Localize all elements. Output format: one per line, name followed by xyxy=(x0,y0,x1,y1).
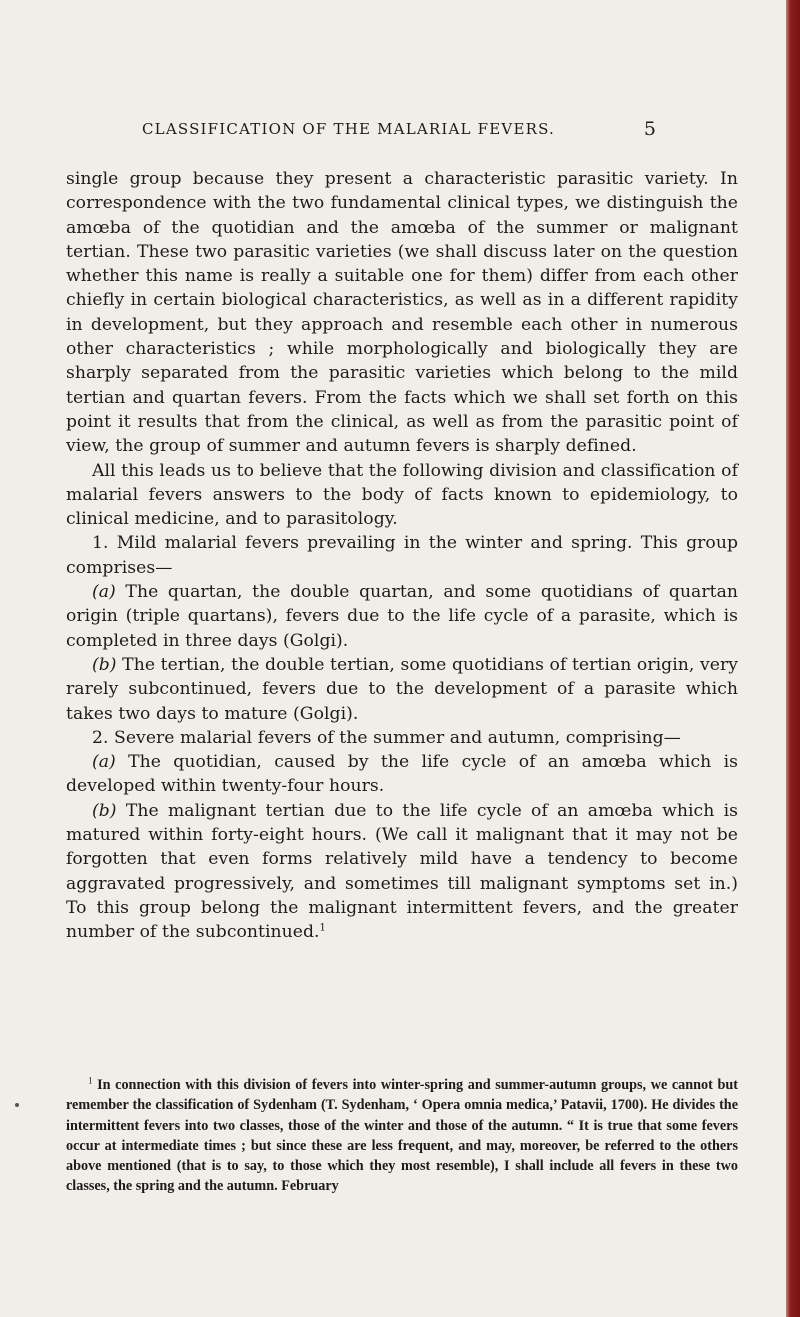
footnote xyxy=(66,1075,738,1197)
paragraph: (b) The tertian, the double tertian, some quotidians of tertian origin, very rarely subcontinued, fevers due to the development of a parasite which takes two days to mature (Golgi). xyxy=(66,654,738,724)
body-text xyxy=(66,167,738,945)
paragraph: (b) The malignant tertian due to the life cycle of an amœba which is matured within forty-eight hours. (We call it malignant that it may not be forgotten that even forms relatively mild have a tendency to become aggravated progressively, and sometimes till malignant symptoms set in.) To this group belong the malignant intermittent fevers, and the greater number of the subcontinued.$^1$ xyxy=(66,800,738,943)
paragraph: 1. Mild malarial fevers prevailing in the winter and spring. This group comprises— xyxy=(66,533,738,578)
paragraph: (a) The quartan, the double quartan, and some quotidians of quartan origin (triple quartans), fevers due to the life cycle of a parasite, which is completed in three days (Golgi). xyxy=(66,582,738,651)
footnote-reference: 1 xyxy=(319,922,326,934)
paragraph: All this leads us to believe that the following division and classification of malarial fevers answers to the body of facts known to epidemiology, to clinical medicine, and to parasitology. xyxy=(66,460,738,530)
print-speck xyxy=(15,1103,19,1107)
running-title: CLASSIFICATION OF THE MALARIAL FEVERS. xyxy=(142,120,556,138)
paragraph: single group because they present a characteristic parasitic variety. In correspondence with the two fundamental clinical types, we distinguish the amœba of the quotidian and the amœba of the summer or malignant tertian. These two parasitic varieties (we shall discuss later on the question whether this name is really a suitable one for them) differ from each other chiefly in certain biological characteristics, as well as in a different rapidity in development, but they approach and resemble each other in numerous other characteristics ; while morphologically and biologically they are sharply separated from the parasitic varieties which belong to the mild tertian and quartan fevers. From the facts which we shall set forth on this point it results that from the clinical, as well as from the parasitic point of view, the group of summer and autumn fevers is sharply defined. xyxy=(66,169,738,457)
paragraph: (a) The quotidian, caused by the life cycle of an amœba which is developed within twenty-four hours. xyxy=(66,752,738,797)
footnote-text: $^1$ In connection with this division of fevers into winter-spring and summer-autumn groups, we cannot but remember the classification of Sydenham (T. Sydenham, ‘ Opera omnia medica,’ Patavii, 1700). He divides the intermittent fevers into two classes, those of the winter and those of the autumn. “ It is true that some fevers occur at intermediate times ; but since these are less frequent, and may, moreover, be referred to the others above mentioned (that is to say, to those which they most resemble), I shall include all fevers in these two classes, the spring and the autumn. February xyxy=(66,1075,738,1195)
page-edge xyxy=(786,0,800,1317)
footnote-mark: 1 xyxy=(88,1075,93,1086)
paragraph: 2. Severe malarial fevers of the summer and autumn, comprising— xyxy=(92,727,681,748)
page-number: 5 xyxy=(643,118,656,140)
